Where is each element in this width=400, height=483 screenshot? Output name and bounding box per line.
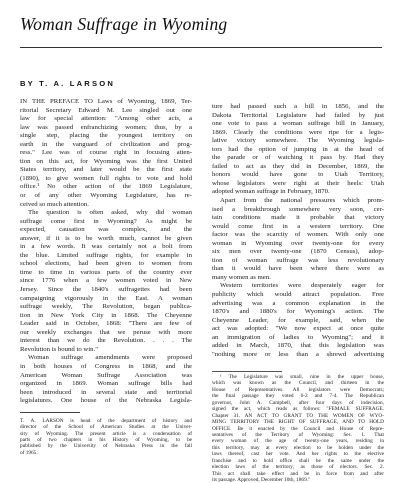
text-line: House of Representatives. All legislators were Democrats; bbox=[212, 386, 384, 393]
text-line: an immigration of ladies to Wyoming"; and it bbox=[212, 333, 384, 341]
text-line: legislatures. One house of the Nebraska Legisla- bbox=[20, 397, 192, 405]
text-line: the blue. Limited suffrage rights, for example in bbox=[20, 251, 192, 259]
text-line: would come first in a western territory. One bbox=[212, 222, 384, 230]
text-line: ¹ The Legislature was small, nine in the upper house, bbox=[220, 374, 384, 380]
text-line: added in March, 1870, that this legislation was bbox=[212, 342, 384, 350]
right-column-body bbox=[212, 103, 384, 359]
text-line: in both houses of Congress in 1868, and the bbox=[20, 362, 192, 370]
title-rule bbox=[20, 47, 382, 48]
text-line: T. A. LARSON is head of the department of history and bbox=[20, 417, 192, 424]
text-line: governor, John A. Campbell, after four days of indecision, bbox=[212, 399, 384, 406]
text-line: lative victory somewhere. The Wyoming legisla- bbox=[212, 137, 384, 145]
text-line: sity of Wyoming. The present article is a condensation of bbox=[20, 430, 192, 437]
left-column-body bbox=[20, 98, 192, 406]
text-line: franchise and to hold office shall be the same under the bbox=[212, 457, 384, 464]
text-line: Cheyenne Leader, for example, said, when the bbox=[212, 316, 384, 324]
article-byline: BY T. A. LARSON bbox=[20, 79, 116, 88]
text-line: advertising was a common explanation in the bbox=[212, 299, 384, 307]
text-line: Leader said in October, 1868: "There are few of bbox=[20, 320, 192, 328]
text-line: our weekly exchanges that we peruse with more bbox=[20, 328, 192, 336]
text-line: States territory, and later would be the first state bbox=[20, 166, 192, 174]
text-line: office.¹ No other action of the 1869 Legislature, bbox=[20, 183, 192, 191]
author-note-rule bbox=[20, 412, 80, 413]
text-line: tion on this act, for Wyoming was the first United bbox=[20, 157, 192, 165]
text-line: laws thereof, cast her vote. And her rights to the elective bbox=[212, 451, 384, 458]
text-line: or of any other Wyoming Legislature, has re- bbox=[20, 192, 192, 200]
text-line: ritorial Secretary Edward M. Lee singled out one bbox=[20, 106, 192, 114]
text-line: adopted woman suffrage in February, 1870. bbox=[212, 188, 330, 196]
text-line: Apart from the national pressures which prom- bbox=[220, 197, 384, 205]
text-line: law was passed enfranchizing women; thus, by a bbox=[20, 123, 192, 131]
text-line: whose legislators were right at their heels: Utah bbox=[212, 179, 384, 187]
text-line: time to time in various parts of the country ever bbox=[20, 268, 192, 276]
text-line: this territory, may at every election to be holden under the bbox=[212, 444, 384, 451]
text-line: answer, if it is to be worth much, cannot be given bbox=[20, 234, 192, 242]
text-line: tors had the option of jumping in at the head of bbox=[212, 145, 384, 153]
text-line: MING TERRITORY THE RIGHT OF SUFFRAGE, AND TO HOLD bbox=[212, 419, 384, 426]
text-line: (1890), to give women full rights to vote and hold bbox=[20, 174, 192, 182]
text-line: Jersey. Since the 1840's suffragettes had been bbox=[20, 286, 192, 294]
text-line: every woman of the age of twenty-one years, residing in bbox=[212, 438, 384, 445]
text-line: the final passage they voted 6-2 and 7-4. The Republican bbox=[212, 393, 384, 400]
text-line: six men over twenty-one (1870 Census), adop- bbox=[212, 248, 384, 256]
text-line: ised a breakthrough somewhere very soon, cer- bbox=[212, 205, 384, 213]
text-line: since 1776 when a few women voted in New bbox=[20, 277, 192, 285]
left-column bbox=[20, 98, 192, 456]
article-title: Woman Suffrage in Wyoming bbox=[20, 14, 228, 34]
text-line: suffrage come first in Wyoming? As might be bbox=[20, 217, 192, 225]
text-line: director of the School of American Studies at the Univer- bbox=[20, 424, 192, 431]
text-line: "nothing more or less than a shrewd advertising bbox=[212, 350, 384, 358]
text-line: campaigning vigorously in the East. A woman bbox=[20, 294, 192, 302]
text-line: many women as men. bbox=[212, 273, 271, 281]
text-line: election laws of the territory, as those of electors. Sec. 2. bbox=[212, 464, 384, 471]
text-line: ture had passed such a bill in 1856, and the bbox=[212, 103, 384, 110]
text-line: signed the act, which reads as follows: "FEMALE SUFFRAGE. bbox=[212, 406, 384, 413]
text-line: 1869. Clearly the conditions were ripe for a legis- bbox=[212, 128, 384, 136]
text-line: tion in New York City in 1868. The Cheyenne bbox=[20, 311, 192, 319]
text-line: suffrage weekly, The Revolution, began publica- bbox=[20, 303, 192, 311]
text-line: school elections, had been given to women from bbox=[20, 260, 192, 268]
text-line: interest than we do the Revolution. . . . The bbox=[20, 337, 192, 345]
text-line: than it would have been where there were as bbox=[212, 265, 384, 273]
text-line: which was known as the Council, and thirteen in the bbox=[212, 380, 384, 387]
text-line: sentatives of the Territory of Wyoming: Sec. 1. That bbox=[212, 431, 384, 438]
author-note bbox=[20, 418, 192, 457]
text-line: earth in the vanguard of civilization and prog- bbox=[20, 140, 192, 148]
footnote bbox=[212, 374, 384, 483]
text-line: parts of two chapters in his History of Wyoming, to be bbox=[20, 437, 192, 443]
text-line: its passage. Approved, December 10th, 1869." bbox=[212, 477, 311, 483]
text-line: Chapter 31. AN ACT TO GRANT TO THE WOMEN OF WYO- bbox=[212, 412, 384, 419]
text-line: Western territories were desperately eager for bbox=[220, 282, 384, 290]
text-line: ceived so much attention. bbox=[20, 200, 89, 208]
text-line: factor was the scarcity of women. With only one bbox=[212, 231, 384, 239]
text-line: published by the University of Nebraska Press in the fall bbox=[20, 443, 192, 450]
text-line: single step, placing the youngest territory on bbox=[20, 132, 192, 140]
text-line: IN THE PREFACE TO Laws of Wyoming, 1869, Ter- bbox=[20, 98, 192, 105]
text-line: in a few words. It was certainly not a bolt from bbox=[20, 243, 192, 251]
text-line: The question is often asked, why did woman bbox=[28, 209, 192, 217]
text-line: Revolution is bound to win." bbox=[20, 345, 98, 353]
text-line: failed to act as they did in December, 1869, the bbox=[212, 162, 384, 170]
text-line: OFFICE. Be it enacted by the Council and House of Repre- bbox=[212, 425, 384, 432]
text-line: of 1965. bbox=[20, 449, 38, 456]
text-line: Dakota Territorial Legislature had failed by just bbox=[212, 111, 384, 119]
text-line: 1870's and 1880's for Wyoming's action. The bbox=[212, 308, 384, 316]
text-line: been introduced in several state and territorial bbox=[20, 388, 192, 396]
text-line: ress." Lee was of course right in focusing atten- bbox=[20, 149, 192, 157]
text-line: publicity which would attract population. Free bbox=[212, 291, 384, 299]
text-line: woman in Wyoming over twenty-one for every bbox=[212, 239, 384, 247]
text-line: the parade or of watching it pass by. Had they bbox=[212, 154, 384, 162]
text-line: This act shall take effect and be in force from and after bbox=[212, 470, 384, 477]
text-line: Woman suffrage amendments were proposed bbox=[28, 354, 192, 362]
text-line: American Woman Suffrage Association was bbox=[20, 371, 192, 379]
text-line: act was adopted: "We now expect at once quite bbox=[212, 325, 384, 333]
text-line: organized in 1869. Woman suffrage bills had bbox=[20, 380, 192, 388]
text-line: law for special attention: "Among other acts, a bbox=[20, 115, 192, 123]
text-line: tain conditions made it probable that victory bbox=[212, 214, 384, 222]
text-line: expected, causation was complex, and the bbox=[20, 226, 192, 234]
right-column bbox=[212, 103, 384, 359]
text-line: honors would have gone to Utah Territory, bbox=[212, 171, 384, 179]
text-line: tion of woman suffrage was less revolutionary bbox=[212, 256, 384, 264]
text-line: one vote to pass a woman suffrage bill in January, bbox=[212, 120, 384, 128]
footnote-rule bbox=[212, 371, 282, 372]
